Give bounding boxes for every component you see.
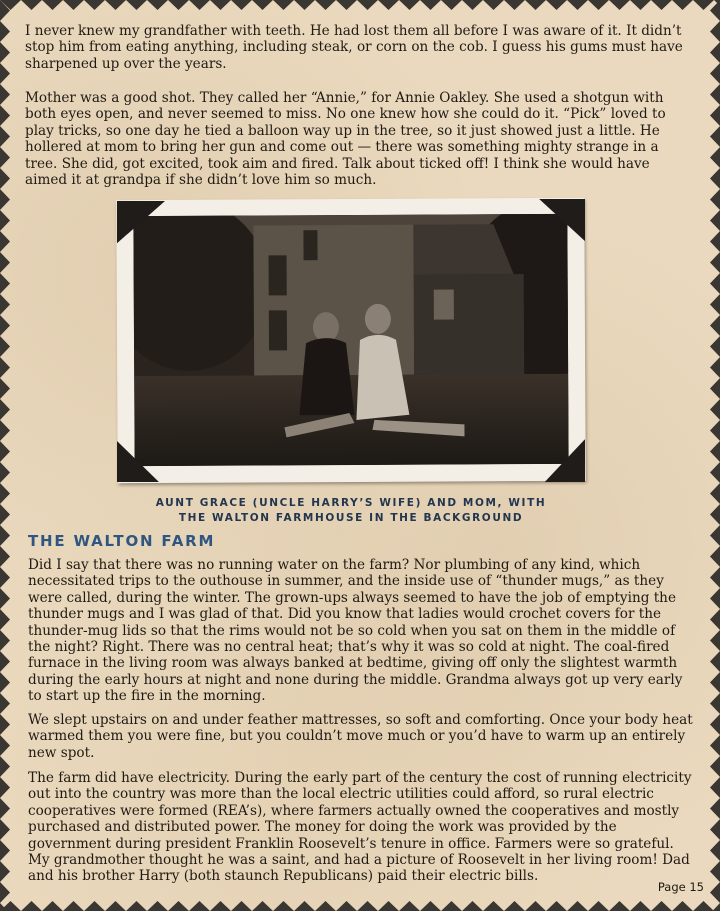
border-triangle [0,798,10,819]
border-triangle [710,126,720,147]
border-triangle [0,378,10,399]
border-triangle [0,525,10,546]
border-triangle [0,315,10,336]
border-triangle [483,0,504,10]
border-triangle [0,210,10,231]
border-triangle [336,901,357,911]
photo-corners [117,199,585,482]
border-triangle [710,210,720,231]
border-triangle [651,0,672,10]
border-triangle [0,630,10,651]
border-triangle [0,714,10,735]
border-triangle [710,714,720,735]
border-triangle [189,901,210,911]
border-triangle [42,901,63,911]
photo-caption-line-1: AUNT GRACE (UNCLE HARRY’S WIFE) AND MOM, WITH [155,497,547,509]
border-triangle [0,42,10,63]
border-triangle [0,756,10,777]
border-triangle [147,0,168,10]
border-triangle [504,901,525,911]
photo-caption-line-2: THE WALTON FARMHOUSE IN THE BACKGROUND [178,512,524,524]
border-triangle [630,901,651,911]
section-heading: THE WALTON FARM [28,532,216,550]
border-triangle [462,901,483,911]
border-triangle [105,901,126,911]
border-triangle [710,567,720,588]
border-triangle [0,189,10,210]
border-triangle [710,441,720,462]
border-triangle [231,901,252,911]
border-triangle [710,63,720,84]
border-triangle [0,21,10,42]
border-triangle [546,0,567,10]
border-triangle [189,0,210,10]
border-triangle [710,462,720,483]
border-triangle [0,84,10,105]
border-triangle [710,546,720,567]
border-triangle [357,901,378,911]
border-triangle [710,147,720,168]
border-triangle [0,168,10,189]
border-triangle [0,294,10,315]
border-triangle [21,901,42,911]
border-triangle [710,672,720,693]
border-triangle [546,901,567,911]
border-triangle [378,901,399,911]
border-triangle [0,231,10,252]
photo [117,199,585,482]
border-triangle [710,651,720,672]
border-triangle [609,901,630,911]
border-triangle [84,901,105,911]
border-triangle [710,84,720,105]
border-triangle [672,0,693,10]
border-triangle [710,378,720,399]
border-triangle [420,0,441,10]
border-triangle [504,0,525,10]
border-triangle [710,588,720,609]
border-triangle [630,0,651,10]
border-triangle [710,168,720,189]
border-triangle [710,819,720,840]
border-triangle [63,901,84,911]
border-triangle [710,42,720,63]
border-triangle [147,901,168,911]
border-triangle [0,672,10,693]
border-triangle [0,840,10,861]
border-triangle [710,735,720,756]
border-triangle [0,567,10,588]
border-triangle [710,504,720,525]
border-triangle [420,901,441,911]
border-triangle [525,0,546,10]
border-triangle [42,0,63,10]
border-triangle [0,126,10,147]
border-triangle [710,483,720,504]
border-triangle [0,336,10,357]
border-triangle [0,273,10,294]
border-triangle [168,0,189,10]
border-triangle [357,0,378,10]
border-triangle [710,336,720,357]
border-triangle [210,901,231,911]
border-triangle [710,420,720,441]
border-triangle [525,901,546,911]
border-triangle [126,901,147,911]
border-triangle [210,0,231,10]
border-triangle [84,0,105,10]
border-triangle [693,901,714,911]
border-triangle [399,901,420,911]
border-triangle [710,357,720,378]
border-triangle [0,252,10,273]
border-triangle [567,0,588,10]
border-triangle [0,861,10,882]
border-triangle [399,0,420,10]
border-triangle [273,0,294,10]
border-triangle [105,0,126,10]
border-triangle [651,901,672,911]
border-triangle [710,882,720,903]
border-triangle [710,693,720,714]
border-triangle [0,609,10,630]
border-triangle [294,0,315,10]
border-triangle [441,0,462,10]
border-triangle [0,483,10,504]
border-triangle [710,777,720,798]
border-triangle [252,901,273,911]
border-triangle [693,0,714,10]
border-triangle [0,546,10,567]
border-triangle [0,504,10,525]
border-triangle [710,630,720,651]
border-triangle [315,0,336,10]
border-triangle [336,0,357,10]
page-number: Page 15 [657,880,704,894]
border-triangle [710,798,720,819]
border-triangle [710,105,720,126]
border-triangle [168,901,189,911]
border-triangle [710,315,720,336]
border-triangle [710,294,720,315]
border-triangle [710,231,720,252]
border-triangle [441,901,462,911]
border-triangle [710,189,720,210]
border-triangle [0,357,10,378]
border-triangle [0,735,10,756]
border-triangle [231,0,252,10]
border-triangle [126,0,147,10]
paragraph-no-running-water: Did I say that there was no running water on the farm? Nor plumbing of any kind, which necessitated trips to the outhouse in summer, and the inside use of “thunder mugs,” as they were called, during the winter. The grown-ups always seemed to have the job of emptying the thunder mugs and I was glad of that. Did you know that ladies would crochet covers for the thunder-mug lids so that the rims would not be so cold when you sat on them in the middle of the night? Right. There was no central heat; that’s why it was so cold at night. The coal-fired furnace in the living room was always banked at bedtime, giving off only the slightest warmth during the early hours at night and none during the middle. Grandma always got up very early to start up the fire in the morning. [28,557,683,705]
paragraph-feather-mattresses: We slept upstairs on and under feather mattresses, so soft and comforting. Once your body heat warmed them you were fine, but you couldn’t move much or you’d have to warm up an entirely new spot. [28,712,693,761]
border-triangle [567,901,588,911]
border-triangle [710,609,720,630]
border-triangle [0,63,10,84]
border-triangle [0,882,10,903]
border-triangle [462,0,483,10]
border-triangle [710,0,720,21]
border-triangle [710,840,720,861]
paragraph-electricity: The farm did have electricity. During the early part of the century the cost of running electricity out into the country was more than the local electric utilities could afford, so rural electric cooperatives were formed (REA’s), where farmers actually owned the cooperatives and mostly purchased and distributed power. The money for doing the work was provided by the government during president Franklin Roosevelt’s tenure in office. Farmers were so grateful. My grandmother thought he was a saint, and had a picture of Roosevelt in her living room! Dad and his brother Harry (both staunch Republicans) paid their electric bills. [28,770,692,885]
border-triangle [0,462,10,483]
border-triangle [378,0,399,10]
border-triangle [483,901,504,911]
border-triangle [588,901,609,911]
border-triangle [21,0,42,10]
border-triangle [710,273,720,294]
border-triangle [710,861,720,882]
border-triangle [273,901,294,911]
border-triangle [0,420,10,441]
border-triangle [710,756,720,777]
border-triangle [63,0,84,10]
border-triangle [294,901,315,911]
border-triangle [710,399,720,420]
border-triangle [315,901,336,911]
paragraph-mother-shot: Mother was a good shot. They called her “Annie,” for Annie Oakley. She used a shotgun with both eyes open, and never seemed to miss. No one knew how she could do it. “Pick” loved to play tricks, so one day he tied a balloon way up in the tree, so it just showed just a little. He hollered at mom to bring her gun and come out — there was something mighty strange in a tree. She did, got excited, took aim and fired. Talk about ticked off! I think she would have aimed it at grandpa if she didn’t love him so much. [25,90,666,189]
border-triangle [588,0,609,10]
border-triangle [0,441,10,462]
border-triangle [0,105,10,126]
border-triangle [0,693,10,714]
border-triangle [0,399,10,420]
border-triangle [0,651,10,672]
border-triangle [0,147,10,168]
paragraph-grandfather-teeth: I never knew my grandfather with teeth. He had lost them all before I was aware of it. It didn’t stop him from eating anything, including steak, or corn on the cob. I guess his gums must have sharpened up over the years. [25,23,683,72]
border-triangle [0,819,10,840]
border-triangle [672,901,693,911]
border-triangle [0,588,10,609]
border-triangle [710,525,720,546]
border-triangle [710,252,720,273]
border-triangle [710,21,720,42]
border-triangle [609,0,630,10]
border-triangle [0,777,10,798]
border-triangle [252,0,273,10]
